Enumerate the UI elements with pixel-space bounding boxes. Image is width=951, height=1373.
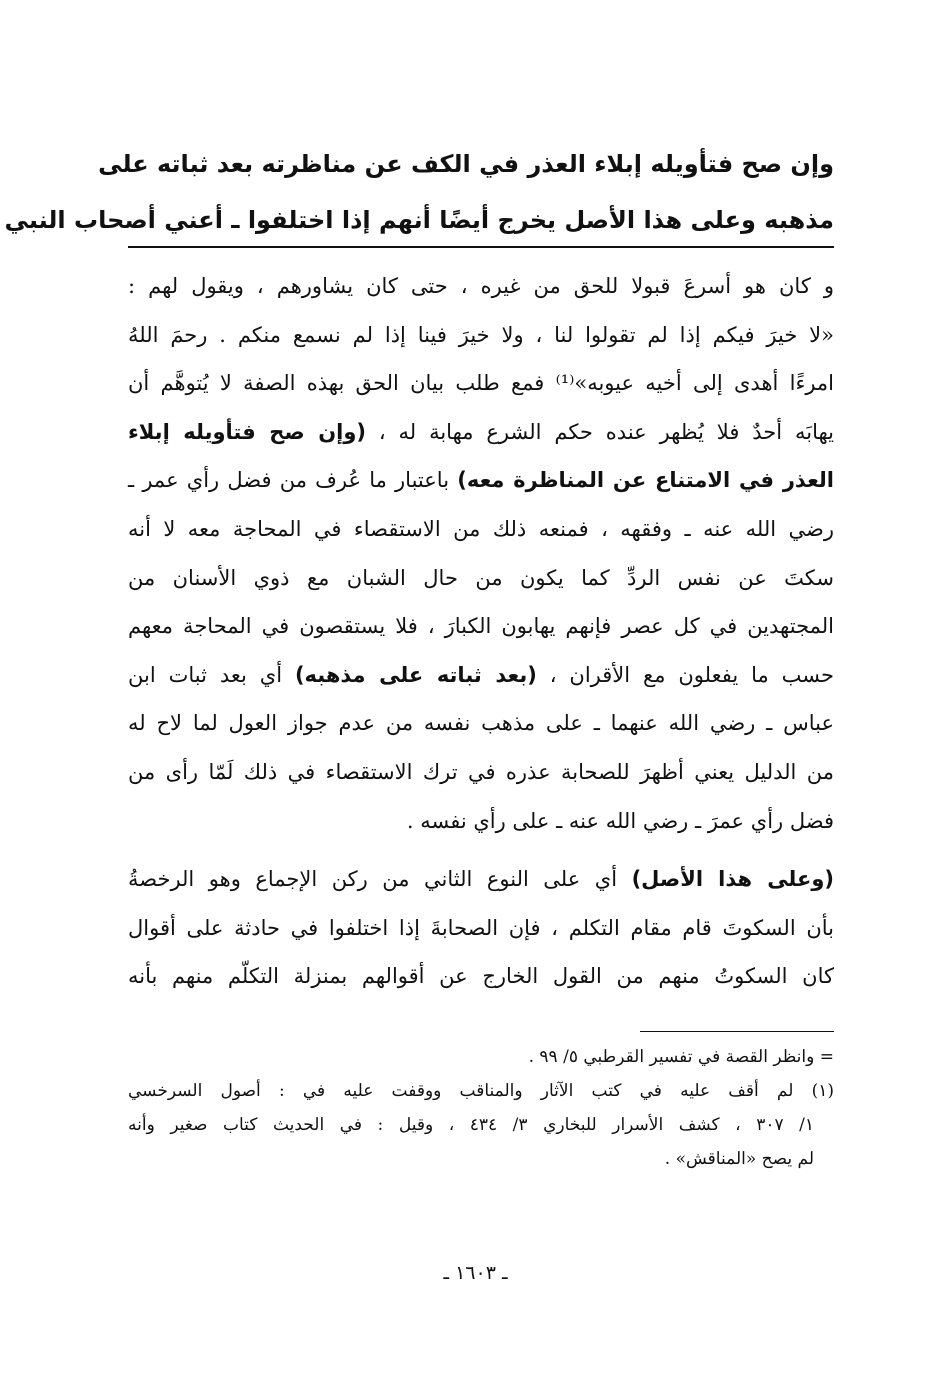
commentary-segment: حسب ما يفعلون مع الأقران ، bbox=[536, 662, 834, 687]
footnote-1-line: (١) لم أقف عليه في كتب الآثار والمناقب ووقفت عليه في : أصول السرخسي bbox=[128, 1081, 834, 1101]
commentary-line bbox=[128, 359, 834, 408]
commentary-line bbox=[128, 797, 834, 846]
commentary-segment: باعتبار ما عُرف من فضل رأي عمر ـ bbox=[128, 468, 458, 493]
quoted-matn-segment: العذر في الامتناع عن المناظرة معه) bbox=[457, 468, 835, 493]
commentary-segment: يهابَه أحدٌ فلا يُظهر عنده حكم الشرع مهابة له ، bbox=[365, 419, 834, 444]
commentary-segment: رضي الله عنه ـ وفقهه ، فمنعه ذلك من الاستقصاء في المحاجة معه لا أنه bbox=[128, 516, 834, 541]
commentary-line bbox=[128, 699, 834, 748]
footnote-continuation: = وانظر القصة في تفسير القرطبي ٥/ ٩٩ . bbox=[528, 1047, 834, 1067]
commentary-segment: عباس ـ رضي الله عنهما ـ على مذهب نفسه من عدم جواز العول لما لاح له bbox=[128, 711, 834, 736]
commentary-segment: فضل رأي عمرَ ـ رضي الله عنه ـ على رأي نفسه . bbox=[406, 808, 834, 833]
footnote-1-line: ١/ ٣٠٧ ، كشف الأسرار للبخاري ٣/ ٤٣٤ ، وقيل : في الحديث كتاب صغير وأنه bbox=[128, 1115, 815, 1135]
commentary-segment: امرءًا أهدى إلى أخيه عيوبه»⁽¹⁾ فمع طلب بيان الحق بهذه الصفة لا يُتوهَّم أن bbox=[128, 371, 835, 396]
commentary-segment: كان السكوتُ منهم من القول الخارج عن أقوالهم بمنزلة التكلّم منهم بأنه bbox=[128, 964, 834, 989]
commentary-segment: سكتَ عن نفس الردِّ كما يكون من حال الشبان مع ذوي الأسنان من bbox=[128, 565, 834, 590]
commentary-line bbox=[128, 904, 834, 953]
matn-text bbox=[4, 136, 834, 248]
commentary-segment: أي على النوع الثاني من ركن الإجماع وهو الرخصةُ bbox=[128, 867, 632, 892]
page-number: ـ ١٦٠٣ ـ bbox=[443, 1262, 508, 1284]
footnotes bbox=[128, 1040, 834, 1176]
commentary-line bbox=[128, 311, 834, 360]
commentary-line bbox=[128, 602, 834, 651]
footnote-divider bbox=[640, 1031, 834, 1032]
paragraph-gap bbox=[128, 845, 834, 855]
commentary-line bbox=[128, 952, 834, 1001]
commentary-line bbox=[128, 262, 834, 311]
matn-line: مذهبه وعلى هذا الأصل يخرج أيضًا أنهم إذا اختلفوا ـ أعني أصحاب النبي bbox=[4, 206, 834, 234]
commentary-line bbox=[128, 748, 834, 797]
commentary-line bbox=[128, 456, 834, 505]
commentary-segment: و كان هو أسرعَ قبولا للحق من غيره ، حتى كان يشاورهم ، ويقول لهم : bbox=[128, 274, 834, 298]
commentary-line bbox=[128, 554, 834, 603]
commentary-segment: أي بعد ثبات ابن bbox=[128, 662, 295, 687]
commentary-line bbox=[128, 408, 834, 457]
commentary-line bbox=[128, 505, 834, 554]
matn-divider bbox=[128, 246, 834, 248]
commentary-line bbox=[128, 651, 834, 700]
commentary-segment: بأن السكوتَ قام مقام التكلم ، فإن الصحابةَ إذا اختلفوا في حادثة على أقوال bbox=[128, 915, 834, 940]
quoted-matn-segment: (وعلى هذا الأصل) bbox=[631, 867, 835, 892]
quoted-matn-segment: (وإن صح فتأويله إبلاء bbox=[128, 419, 366, 444]
commentary-line bbox=[128, 855, 834, 904]
quoted-matn-segment: (بعد ثباته على مذهبه) bbox=[294, 662, 537, 687]
footnote-1-line: لم يصح «المناقش» . bbox=[664, 1149, 814, 1169]
commentary-segment: «لا خيرَ فيكم إذا لم تقولوا لنا ، ولا خيرَ فينا إذا لم نسمع منكم . رحمَ اللهُ bbox=[128, 322, 834, 347]
commentary-segment: المجتهدين في كل عصر فإنهم يهابون الكبارَ ، فلا يستقصون في المحاجة معهم bbox=[128, 614, 834, 639]
matn-line: وإن صح فتأويله إبلاء العذر في الكف عن مناظرته بعد ثباته على bbox=[98, 150, 834, 178]
commentary-text bbox=[128, 262, 834, 1001]
commentary-segment: من الدليل يعني أظهرَ للصحابة عذره في ترك الاستقصاء في ذلك لَمّا رأى من bbox=[128, 759, 834, 784]
